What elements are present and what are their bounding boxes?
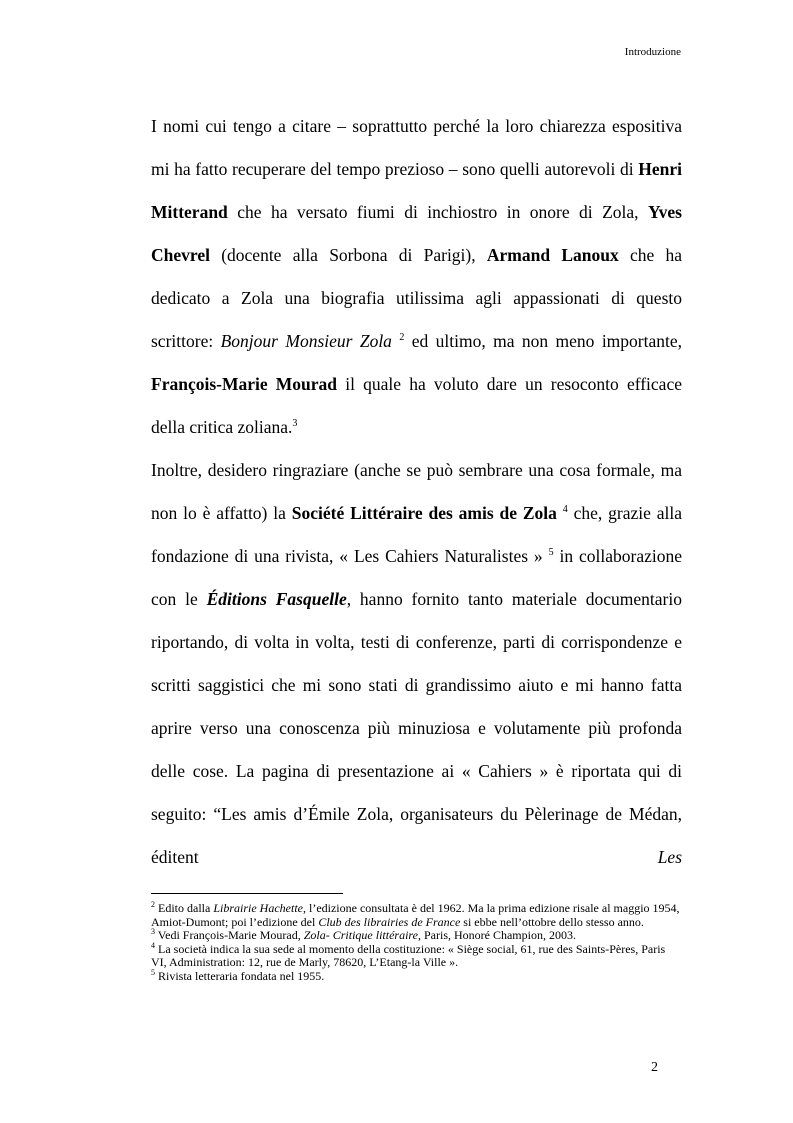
footnote-ref-3: 3 [292, 418, 298, 429]
author-armand-lanoux: Armand Lanoux [486, 245, 619, 265]
author-francois-marie-mourad: François-Marie Mourad [151, 374, 338, 394]
italic-les: Les [657, 847, 682, 867]
society-name: Société Littéraire des amis de Zola [291, 503, 557, 523]
running-header: Introduzione [624, 46, 681, 58]
author-henri-mitterand: Henri Mitterand [151, 159, 682, 222]
footnote-ref-5: 5 [548, 547, 554, 558]
footnote-5: $^5$ Rivista letteraria fondata nel 1955. [151, 967, 325, 983]
footnote-ref-4: 4 [562, 504, 568, 515]
footnote-3: $^3$ Vedi François-Marie Mourad, Zola- Critique littéraire, Paris, Honoré Champion, 2003. [151, 927, 576, 942]
author-yves-chevrel: Yves Chevrel [151, 202, 682, 265]
footnote-divider [151, 893, 343, 894]
footnotes [151, 902, 682, 983]
footnote-ref-2: 2 [399, 332, 405, 343]
footnote-2: $^2$ Edito dalla Librairie Hachette, l’edizione consultata è del 1962. Ma la prima edizione risale al maggio 1954, Amiot-Dumont; poi l’edizione del Club des librairies de France si ebbe nell’ottobre dello stesso anno. [151, 900, 680, 929]
book-title: Bonjour Monsieur Zola [220, 331, 392, 351]
page-number: 2 [651, 1060, 658, 1075]
publisher-name: Éditions Fasquelle [206, 589, 347, 609]
body-text [151, 105, 682, 879]
paragraph-thanks: Inoltre, desidero ringraziare (anche se può sembrare una cosa formale, ma non lo è affatto) la Société Littéraire des amis de Zola $^4$ che, grazie alla fondazione di una rivista, « Les Cahiers Naturalistes » $^5$ in collaborazione con le Éditions Fasquelle, hanno fornito tanto materiale documentario riportando, di volta in volta, testi di conferenze, parti di corrispondenze e scritti saggistici che mi sono stati di grandissimo aiuto e mi hanno fatta aprire verso una conoscenza più minuziosa e volutamente più profonda delle cose. La pagina di presentazione ai « Cahiers » è riportata qui di seguito: “Les amis d’Émile Zola, organisateurs du Pèlerinage de Médan, éditent Les [151, 460, 683, 867]
footnote-4: $^4$ La società indica la sua sede al momento della costituzione: « Siège social, 61, rue des Saints-Pères, Paris VI, Administration: 12, rue de Marly, 78620, L’Etang-la Ville ». [151, 940, 666, 969]
paragraph-authors: I nomi cui tengo a citare – soprattutto perché la loro chiarezza espositiva mi ha fatto recuperare del tempo prezioso – sono quelli autorevoli di Henri Mitterand che ha versato fiumi di inchiostro in onore di Zola, Yves Chevrel (docente alla Sorbona di Parigi), Armand Lanoux che ha dedicato a Zola una biografia utilissima agli appassionati di questo scrittore: Bonjour Monsieur Zola $^2$ ed ultimo, ma non meno importante, François-Marie Mourad il quale ha voluto dare un resoconto efficace della critica zoliana.$^3$ [151, 116, 683, 437]
